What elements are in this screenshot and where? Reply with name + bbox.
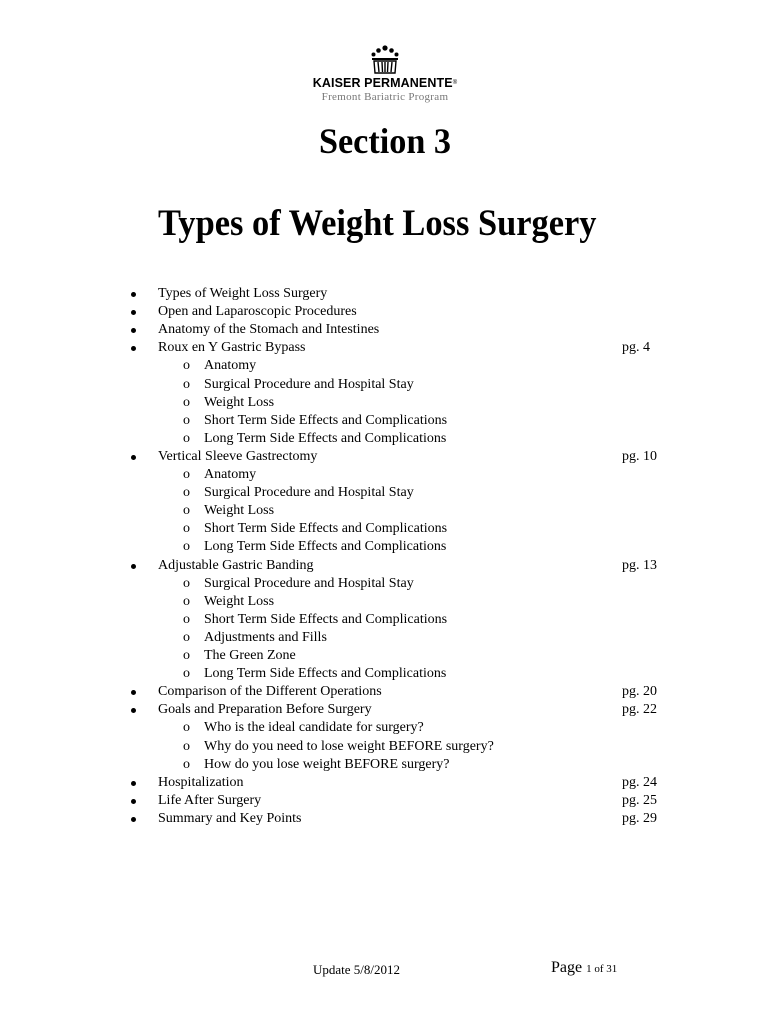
bullet-icon (131, 683, 136, 695)
sub-bullet-marker: o (183, 648, 190, 663)
bullet-icon (131, 339, 136, 351)
bullet-icon (131, 448, 136, 460)
sub-bullet-marker: o (183, 738, 190, 754)
bullet-icon (131, 303, 136, 315)
toc-subitem (0, 629, 770, 647)
toc-subitem (0, 357, 770, 375)
toc-item-label: Long Term Side Effects and Complications (204, 666, 447, 682)
toc-item-label: Adjustments and Fills (204, 629, 327, 645)
toc-subitem (0, 665, 770, 683)
toc-subitem (0, 593, 770, 611)
sub-bullet-marker: o (183, 593, 190, 609)
sub-bullet-marker: o (183, 756, 190, 772)
toc-subitem (0, 647, 770, 665)
sub-bullet-marker: o (183, 376, 190, 392)
toc-subitem (0, 756, 770, 774)
toc-subitem (0, 738, 770, 756)
bullet-icon (131, 774, 136, 786)
toc-item-label: Open and Laparoscopic Procedures (158, 304, 357, 320)
sub-bullet-marker: o (183, 539, 190, 555)
toc-item-label: Long Term Side Effects and Complications (204, 539, 447, 555)
sub-bullet-marker: o (183, 467, 190, 482)
toc-item-page: pg. 29 (622, 810, 657, 826)
footer-page-count: 1 of 31 (586, 963, 618, 975)
bullet-icon (131, 321, 136, 333)
toc-item-label: Weight Loss (204, 394, 275, 410)
page-title: Types of Weight Loss Surgery (158, 203, 597, 244)
sub-bullet-marker: o (183, 503, 190, 519)
toc-subitem (0, 719, 770, 737)
toc-item-page: pg. 25 (622, 792, 657, 808)
sub-bullet-marker: o (183, 412, 190, 428)
sub-bullet-marker: o (183, 720, 190, 736)
toc-subitem (0, 538, 770, 556)
toc-item-label: Weight Loss (204, 593, 275, 609)
toc-item-label: Short Term Side Effects and Complications (204, 611, 448, 627)
footer-update-date: Update 5/8/2012 (313, 962, 401, 977)
bullet-icon (131, 557, 136, 569)
toc-item-label: Long Term Side Effects and Complications (204, 430, 447, 446)
toc-item (0, 321, 770, 339)
toc-item (0, 701, 770, 719)
toc-item-label: How do you lose weight BEFORE surgery? (204, 756, 450, 772)
toc-subitem (0, 611, 770, 629)
bullet-icon (131, 285, 136, 297)
toc-item-page: pg. 22 (622, 702, 657, 718)
brand-name (0, 76, 770, 90)
toc-item-label: Weight Loss (204, 503, 275, 519)
sub-bullet-marker: o (183, 521, 190, 537)
toc-item (0, 774, 770, 792)
bullet-icon (131, 810, 136, 822)
sub-bullet-marker: o (183, 485, 190, 501)
toc-subitem (0, 520, 770, 538)
toc-item (0, 557, 770, 575)
toc-item-label: Roux en Y Gastric Bypass (158, 340, 306, 356)
sub-bullet-marker: o (183, 575, 190, 591)
sub-bullet-marker: o (183, 394, 190, 410)
kaiser-logo (0, 44, 770, 74)
toc-subitem (0, 502, 770, 520)
toc-item-label: Goals and Preparation Before Surgery (158, 702, 372, 718)
toc-item-label: Comparison of the Different Operations (158, 684, 382, 700)
toc-subitem (0, 376, 770, 394)
toc-item-label: Summary and Key Points (158, 810, 302, 826)
toc-subitem (0, 575, 770, 593)
toc-item-page: pg. 4 (622, 340, 650, 356)
toc-item-label: Types of Weight Loss Surgery (158, 286, 328, 301)
toc-item-label: Adjustable Gastric Banding (158, 557, 314, 573)
toc-subitem (0, 466, 770, 484)
toc-item-label: Anatomy (204, 358, 257, 374)
registered-mark: ® (452, 80, 458, 86)
toc-item (0, 810, 770, 828)
toc-item-label: Short Term Side Effects and Complications (204, 521, 448, 537)
bullet-icon (131, 792, 136, 804)
section-heading: Section 3 (318, 121, 452, 161)
sub-bullet-marker: o (183, 611, 190, 627)
toc-item-label: Surgical Procedure and Hospital Stay (204, 575, 414, 591)
sub-bullet-marker: o (183, 430, 190, 446)
toc-item-label: Anatomy of the Stomach and Intestines (158, 322, 380, 338)
toc-item-label: Anatomy (204, 467, 257, 482)
toc-subitem (0, 430, 770, 448)
toc-item (0, 792, 770, 810)
toc-item-page: pg. 24 (622, 774, 657, 790)
toc-item-label: Vertical Sleeve Gastrectomy (158, 448, 318, 464)
toc-item-label: Short Term Side Effects and Complications (204, 412, 448, 428)
program-name: Fremont Bariatric Program (321, 91, 449, 103)
toc-subitem (0, 484, 770, 502)
toc-item-label: Hospitalization (158, 774, 244, 790)
toc-item-label: Surgical Procedure and Hospital Stay (204, 376, 414, 392)
toc-item-label: Who is the ideal candidate for surgery? (204, 720, 424, 736)
toc-item (0, 339, 770, 357)
bullet-icon (131, 701, 136, 713)
toc-item-page: pg. 10 (622, 448, 657, 464)
footer-page-word: Page (551, 959, 583, 976)
sub-bullet-marker: o (183, 666, 190, 682)
toc-item-label: Life After Surgery (158, 792, 262, 808)
brand-text: KAISER PERMANENTE (312, 76, 453, 90)
toc-item-label: Why do you need to lose weight BEFORE surgery? (204, 738, 494, 754)
footer-page-number (551, 959, 617, 977)
toc-item-label: The Green Zone (204, 648, 296, 663)
toc-item-page: pg. 13 (622, 557, 657, 573)
toc-item (0, 448, 770, 466)
sub-bullet-marker: o (183, 629, 190, 645)
toc-subitem (0, 394, 770, 412)
toc-item (0, 285, 770, 303)
toc-item-label: Surgical Procedure and Hospital Stay (204, 485, 414, 501)
toc-item-page: pg. 20 (622, 684, 657, 700)
toc-subitem (0, 412, 770, 430)
kaiser-logo-icon (370, 44, 400, 74)
toc-item (0, 683, 770, 701)
toc-item (0, 303, 770, 321)
sub-bullet-marker: o (183, 358, 190, 374)
